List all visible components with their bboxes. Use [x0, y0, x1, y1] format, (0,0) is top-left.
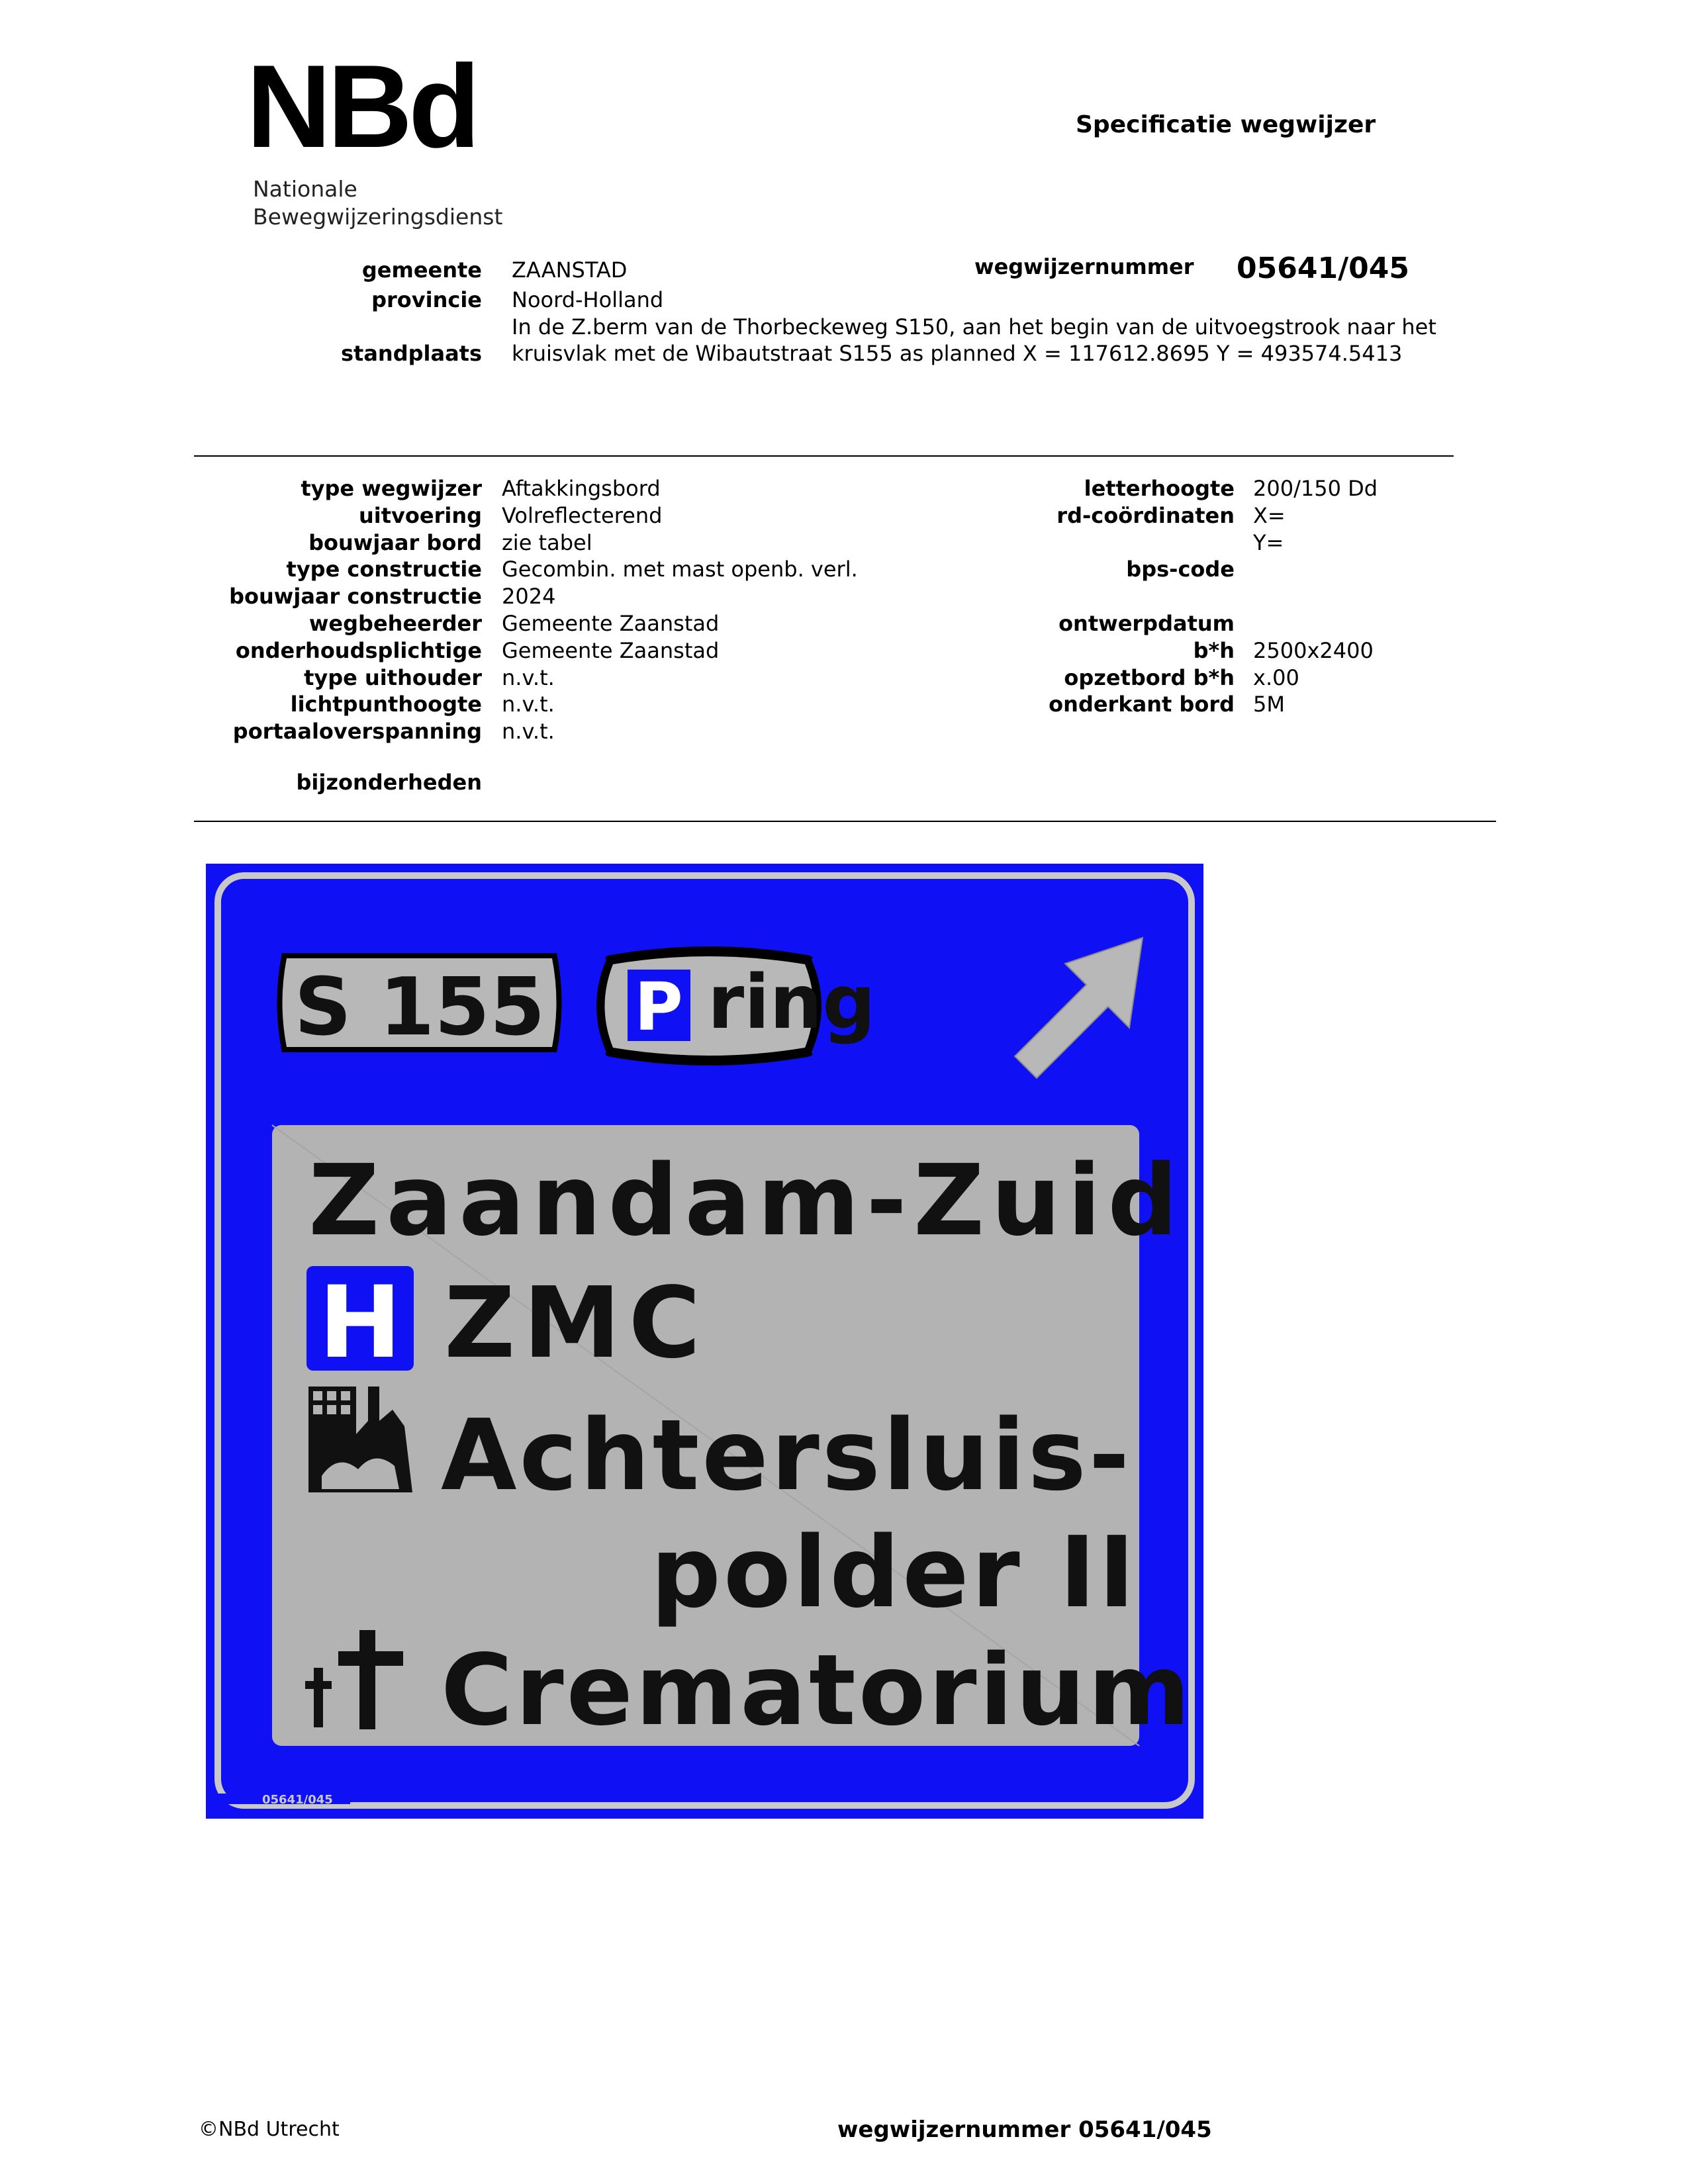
spec-label: ontwerpdatum — [1058, 610, 1235, 636]
spec-value: 2500x2400 — [1253, 637, 1374, 663]
spec-value: n.v.t. — [502, 719, 555, 745]
spec-label: type constructie — [286, 557, 482, 582]
route-shield-text: S 155 — [294, 962, 545, 1054]
spec-value: X= — [1253, 502, 1286, 528]
nbd-logo: NBd — [246, 40, 477, 172]
spec-value: Y= — [1253, 529, 1284, 555]
spec-value: 5M — [1253, 692, 1285, 717]
standplaats-value: In de Z.berm van de Thorbeckeweg S150, aan het begin van de uitvoegstrook naar het kruisvlak met de Wibautstraat S155 as planned X = 117612.8695 Y = 493574.5413 — [512, 314, 1436, 366]
destination-zaandam-zuid: Zaandam-Zuid — [308, 1144, 1185, 1257]
spec-value: n.v.t. — [502, 664, 555, 690]
spec-value: Gemeente Zaanstad — [502, 637, 720, 663]
route-shield — [277, 953, 562, 1054]
spec-label: letterhoogte — [1084, 476, 1235, 501]
spec-value — [1253, 583, 1378, 610]
spec-value — [1253, 610, 1378, 637]
gemeente-label: gemeente — [361, 257, 482, 283]
spec-value: 2024 — [502, 584, 556, 610]
road-sign-drawing — [206, 864, 1203, 1819]
parking-letter: P — [634, 968, 683, 1046]
divider-top — [194, 455, 1454, 457]
spec-right-values — [1253, 475, 1378, 718]
spec-label: uitvoering — [358, 502, 482, 528]
spec-label: type wegwijzer — [301, 476, 482, 501]
spec-left-values — [502, 475, 858, 745]
spec-value: Aftakkingsbord — [502, 476, 661, 501]
spec-label — [927, 529, 1235, 557]
spec-label: onderkant bord — [1049, 692, 1235, 717]
wegwijzernummer-label: wegwijzernummer — [974, 254, 1194, 279]
spec-label: lichtpunthoogte — [290, 692, 482, 717]
divider-bottom — [194, 821, 1496, 822]
footer-wegwijzernummer: wegwijzernummer 05641/045 — [837, 2116, 1212, 2143]
spec-label: bps-code — [1126, 557, 1235, 582]
footer-copyright: ©NBd Utrecht — [199, 2118, 340, 2141]
spec-value: n.v.t. — [502, 692, 555, 717]
provincie-label: provincie — [371, 287, 482, 312]
spec-label: onderhoudsplichtige — [235, 637, 482, 663]
spec-label: wegbeheerder — [308, 610, 482, 636]
spec-value: Gemeente Zaanstad — [502, 610, 720, 636]
spec-value: Volreflecterend — [502, 502, 663, 528]
spec-value: x.00 — [1253, 664, 1299, 690]
spec-value: zie tabel — [502, 529, 592, 555]
arrow-up-right-icon — [1015, 938, 1143, 1078]
spec-value: 200/150 Dd — [1253, 476, 1378, 501]
destination-zmc: ZMC — [444, 1266, 709, 1380]
logo-line-2: Bewegwijzeringsdienst — [253, 204, 503, 230]
standplaats-label: standplaats — [340, 341, 482, 366]
gemeente-value: ZAANSTAD — [512, 257, 628, 283]
hospital-icon — [306, 1265, 414, 1381]
spec-right-labels — [927, 475, 1235, 718]
sign-number: 05641/045 — [262, 1793, 333, 1807]
spec-value: Gecombin. met mast openb. verl. — [502, 557, 858, 582]
parking-text: ring — [708, 960, 876, 1046]
spec-label: rd-coördinaten — [1056, 502, 1235, 528]
logo-line-1: Nationale — [253, 176, 357, 202]
spec-label: b*h — [1193, 637, 1235, 663]
spec-label: bouwjaar bord — [308, 529, 482, 555]
destination-achtersluis: Achtersluis- — [441, 1398, 1133, 1512]
spec-value — [1253, 556, 1378, 583]
destination-polder: polder II — [651, 1516, 1138, 1629]
logo-subtitle — [253, 175, 502, 231]
destination-crematorium: Crematorium — [441, 1633, 1193, 1747]
spec-label: bouwjaar constructie — [229, 584, 482, 610]
spec-label: portaaloverspanning — [232, 719, 482, 745]
parking-ring-shield — [596, 946, 876, 1066]
provincie-value: Noord-Holland — [512, 287, 664, 312]
spec-left-labels — [165, 475, 482, 745]
bijzonderheden-label: bijzonderheden — [296, 770, 482, 795]
road-sign — [206, 864, 1203, 1819]
spec-label: opzetbord b*h — [1064, 664, 1235, 690]
wegwijzernummer-value: 05641/045 — [1237, 251, 1409, 285]
spec-label — [927, 583, 1235, 610]
document-title: Specificatie wegwijzer — [1076, 111, 1376, 138]
hospital-letter: H — [318, 1265, 402, 1381]
spec-label: type uithouder — [304, 664, 482, 690]
